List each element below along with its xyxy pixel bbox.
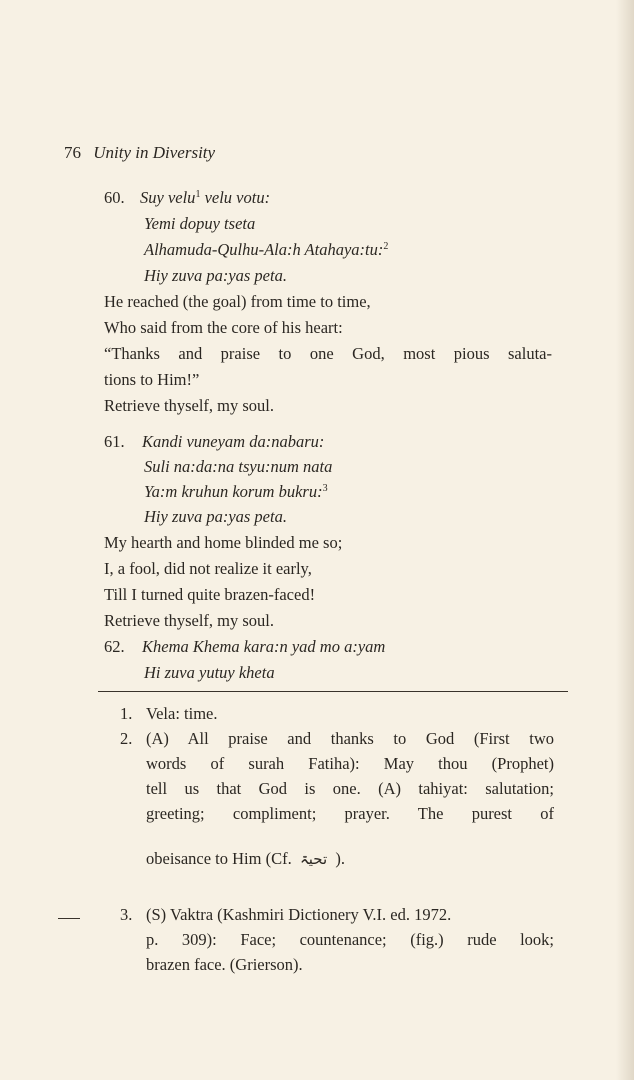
- english-line: tions to Him!”: [104, 370, 200, 389]
- running-head: [64, 143, 215, 163]
- page-number: 76: [64, 143, 81, 162]
- kashmiri-line: Suy velu$^1$ velu votu:: [140, 188, 271, 207]
- english-line: “Thanks and praise to one God, most pious saluta-: [104, 344, 552, 363]
- kashmiri-line: Suli na:da:na tsyu:num nata: [144, 457, 333, 476]
- footnote-number: 3.: [120, 905, 133, 924]
- english-line: He reached (the goal) from time to time,: [104, 292, 371, 311]
- verse-number: 60.: [104, 188, 125, 207]
- book-title: Unity in Diversity: [93, 143, 216, 162]
- kashmiri-line: Hi zuva yutuy kheta: [144, 663, 275, 682]
- english-line: My hearth and home blinded me so;: [104, 533, 343, 552]
- kashmiri-line: Khema Khema kara:n yad mo a:yam: [142, 637, 386, 656]
- footnote-rule: [98, 691, 568, 692]
- footnote-3: [0, 905, 634, 985]
- kashmiri-line: Hiy zuva pa:yas peta.: [144, 266, 287, 285]
- arabic-script-word: تحیۃ: [299, 850, 328, 868]
- footnote-number: 2.: [120, 729, 133, 748]
- footnote-line: obeisance to Him (Cf. تحیۃ ).: [146, 849, 346, 868]
- footnote-line: greeting; compliment; prayer. The purest of: [146, 804, 554, 823]
- verse-number: 61.: [104, 432, 125, 451]
- footnote-line: Vela: time.: [146, 704, 218, 723]
- english-line: Retrieve thyself, my soul.: [104, 611, 275, 630]
- kashmiri-line: Ya:m kruhun korum bukru:$^3$: [144, 482, 328, 501]
- verse-number: 62.: [104, 637, 125, 656]
- footnote-line: words of surah Fatiha): May thou (Prophet): [146, 754, 554, 773]
- english-line: Retrieve thyself, my soul.: [104, 396, 275, 415]
- english-line: Till I turned quite brazen-faced!: [104, 585, 316, 604]
- english-line: Who said from the core of his heart:: [104, 318, 343, 337]
- footnote-line: brazen face. (Grierson).: [146, 955, 303, 974]
- footnote-number: 1.: [120, 704, 133, 723]
- kashmiri-line: Hiy zuva pa:yas peta.: [144, 507, 287, 526]
- footnote-line: (S) Vaktra (Kashmiri Dictionery V.I. ed. 1972.: [146, 905, 452, 924]
- footnote-line: p. 309): Face; countenance; (fig.) rude look;: [146, 930, 554, 949]
- footnote-ref: 1: [195, 189, 201, 200]
- footnote-ref: 3: [322, 483, 328, 494]
- footnote-2: [0, 729, 634, 889]
- english-line: I, a fool, did not realize it early,: [104, 559, 312, 578]
- footnote-line: (A) All praise and thanks to God (First two: [146, 729, 554, 748]
- kashmiri-line: Alhamuda-Qulhu-Ala:h Atahaya:tu:$^2$: [144, 240, 389, 259]
- kashmiri-line: Kandi vuneyam da:nabaru:: [142, 432, 325, 451]
- footnote-ref: 2: [383, 241, 389, 252]
- footnote-line: tell us that God is one. (A) tahiyat: salutation;: [146, 779, 554, 798]
- kashmiri-line: Yemi dopuy tseta: [144, 214, 256, 233]
